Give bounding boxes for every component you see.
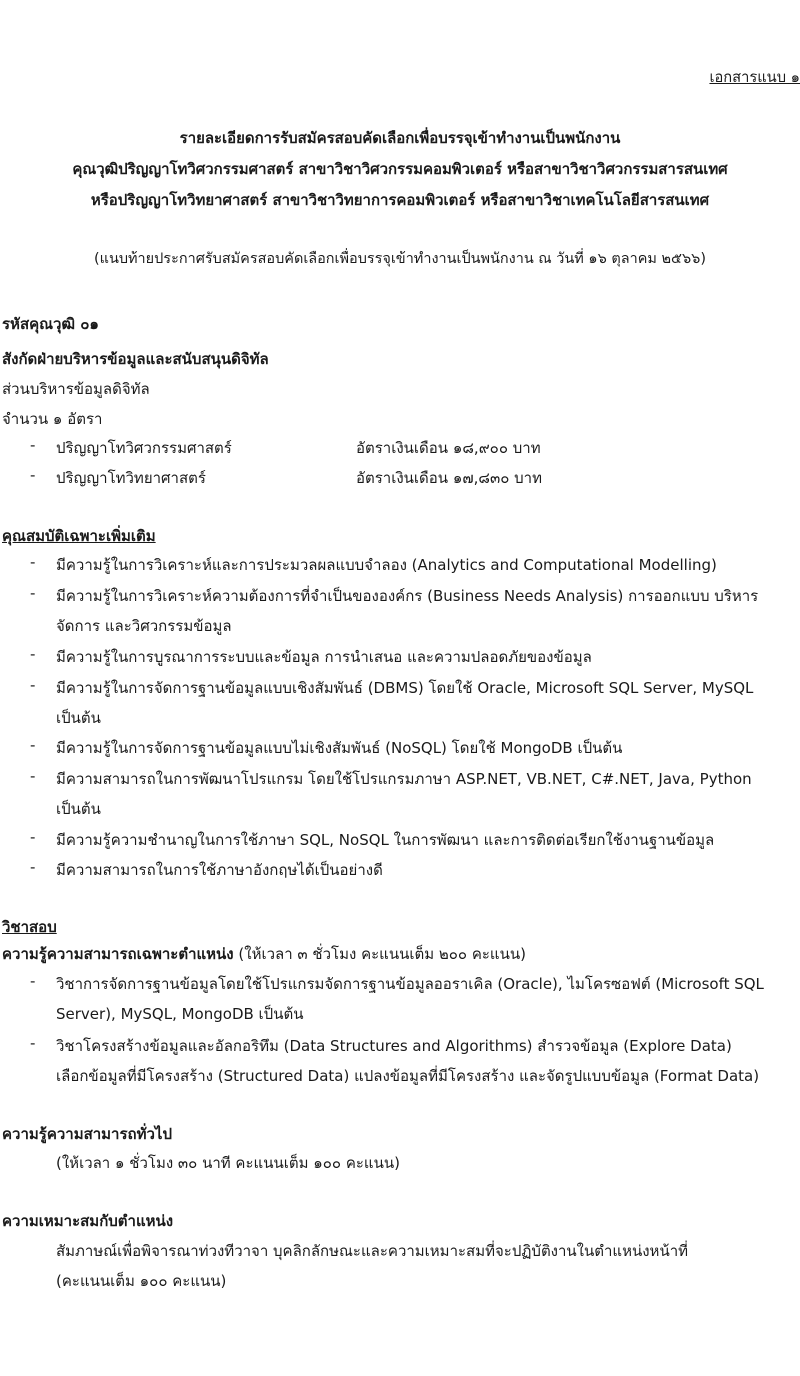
specific-knowledge-heading: ความรู้ความสามารถเฉพาะตำแหน่ง <box>2 945 234 963</box>
qualification-bullet: - <box>30 828 36 846</box>
specific-knowledge-detail: (ให้เวลา ๓ ชั่วโมง คะแนนเต็ม ๒๐๐ คะแนน) <box>233 945 526 963</box>
qualification-item: มีความสามารถในการพัฒนาโปรแกรม โดยใช้โปรแกรมภาษา ASP.NET, VB.NET, C#.NET, Java, Python <box>56 770 752 788</box>
exam-item: วิชาโครงสร้างข้อมูลและอัลกอริทึม (Data Structures and Algorithms) สำรวจข้อมูล (Explore Data) <box>56 1037 732 1055</box>
qualification-code: รหัสคุณวุฒิ ๐๑ <box>2 315 99 333</box>
division: ส่วนบริหารข้อมูลดิจิทัล <box>2 380 150 398</box>
exam-item: วิชาการจัดการฐานข้อมูลโดยใช้โปรแกรมจัดการฐานข้อมูลออราเคิล (Oracle), ไมโครซอฟต์ (Microsoft SQL <box>56 975 764 993</box>
qualification-bullet: - <box>30 736 36 754</box>
degree-bullet: - <box>30 436 36 454</box>
qualification-bullet: - <box>30 676 36 694</box>
degree-bullet: - <box>30 466 36 484</box>
qualification-item: มีความสามารถในการใช้ภาษาอังกฤษได้เป็นอย่างดี <box>56 861 383 879</box>
qualification-item-continued: เป็นต้น <box>56 709 101 727</box>
suitability-detail: สัมภาษณ์เพื่อพิจารณาท่วงทีวาจา บุคลิกลักษณะและความเหมาะสมที่จะปฏิบัติงานในตำแหน่งหน้าที่ <box>56 1242 689 1260</box>
qualification-item-continued: เป็นต้น <box>56 800 101 818</box>
exam-item-continued: เลือกข้อมูลที่มีโครงสร้าง (Structured Data) แปลงข้อมูลที่มีโครงสร้าง และจัดรูปแบบข้อมูล (Format Data) <box>56 1067 760 1085</box>
qualifications-heading: คุณสมบัติเฉพาะเพิ่มเติม <box>2 527 156 545</box>
degree-salary: อัตราเงินเดือน ๑๘,๙๐๐ บาท <box>356 439 541 457</box>
suitability-score: (คะแนนเต็ม ๑๐๐ คะแนน) <box>56 1272 227 1290</box>
degree-salary: อัตราเงินเดือน ๑๗,๘๓๐ บาท <box>356 469 542 487</box>
announcement-reference: (แนบท้ายประกาศรับสมัครสอบคัดเลือกเพื่อบรรจุเข้าทำงานเป็นพนักงาน ณ วันที่ ๑๖ ตุลาคม ๒๕๖๖) <box>94 251 706 267</box>
exam-bullet: - <box>30 1034 36 1052</box>
qualification-bullet: - <box>30 553 36 571</box>
exam-item-continued: Server), MySQL, MongoDB เป็นต้น <box>56 1005 304 1023</box>
exam-heading: วิชาสอบ <box>2 918 57 936</box>
specific-knowledge-line <box>2 942 526 966</box>
title-line-3: หรือปริญญาโทวิทยาศาสตร์ สาขาวิชาวิทยาการคอมพิวเตอร์ หรือสาขาวิชาเทคโนโลยีสารสนเทศ <box>90 191 710 209</box>
qualification-bullet: - <box>30 645 36 663</box>
qualification-item: มีความรู้ในการบูรณาการระบบและข้อมูล การนำเสนอ และความปลอดภัยของข้อมูล <box>56 648 592 666</box>
attachment-label: เอกสารแนบ ๑ <box>709 69 800 86</box>
general-knowledge-detail: (ให้เวลา ๑ ชั่วโมง ๓๐ นาที คะแนนเต็ม ๑๐๐ คะแนน) <box>56 1154 400 1172</box>
qualification-item: มีความรู้ในการวิเคราะห์ความต้องการที่จำเป็นขององค์กร (Business Needs Analysis) การออกแบบ บริหาร <box>56 587 759 605</box>
qualification-item: มีความรู้ในการวิเคราะห์และการประมวลผลแบบจำลอง (Analytics and Computational Modelling) <box>56 556 717 574</box>
qualification-bullet: - <box>30 584 36 602</box>
position-count: จำนวน ๑ อัตรา <box>2 410 103 428</box>
qualification-item: มีความรู้ในการจัดการฐานข้อมูลแบบเชิงสัมพันธ์ (DBMS) โดยใช้ Oracle, Microsoft SQL Server, MySQL <box>56 679 754 697</box>
general-knowledge-heading: ความรู้ความสามารถทั่วไป <box>2 1125 172 1143</box>
qualification-bullet: - <box>30 767 36 785</box>
qualification-item-continued: จัดการ และวิศวกรรมข้อมูล <box>56 617 232 635</box>
suitability-heading: ความเหมาะสมกับตำแหน่ง <box>2 1212 174 1230</box>
qualification-item: มีความรู้ความชำนาญในการใช้ภาษา SQL, NoSQL ในการพัฒนา และการติดต่อเรียกใช้งานฐานข้อมูล <box>56 831 715 849</box>
degree-name: ปริญญาโทวิศวกรรมศาสตร์ <box>56 439 232 457</box>
title-line-2: คุณวุฒิปริญญาโทวิศวกรรมศาสตร์ สาขาวิชาวิศวกรรมคอมพิวเตอร์ หรือสาขาวิชาวิศวกรรมสารสนเทศ <box>72 160 728 178</box>
degree-name: ปริญญาโทวิทยาศาสตร์ <box>56 469 206 487</box>
title-line-1: รายละเอียดการรับสมัครสอบคัดเลือกเพื่อบรรจุเข้าทำงานเป็นพนักงาน <box>179 129 621 147</box>
department: สังกัดฝ่ายบริหารข้อมูลและสนับสนุนดิจิทัล <box>2 350 269 368</box>
qualification-bullet: - <box>30 858 36 876</box>
exam-bullet: - <box>30 972 36 990</box>
qualification-item: มีความรู้ในการจัดการฐานข้อมูลแบบไม่เชิงสัมพันธ์ (NoSQL) โดยใช้ MongoDB เป็นต้น <box>56 739 623 757</box>
